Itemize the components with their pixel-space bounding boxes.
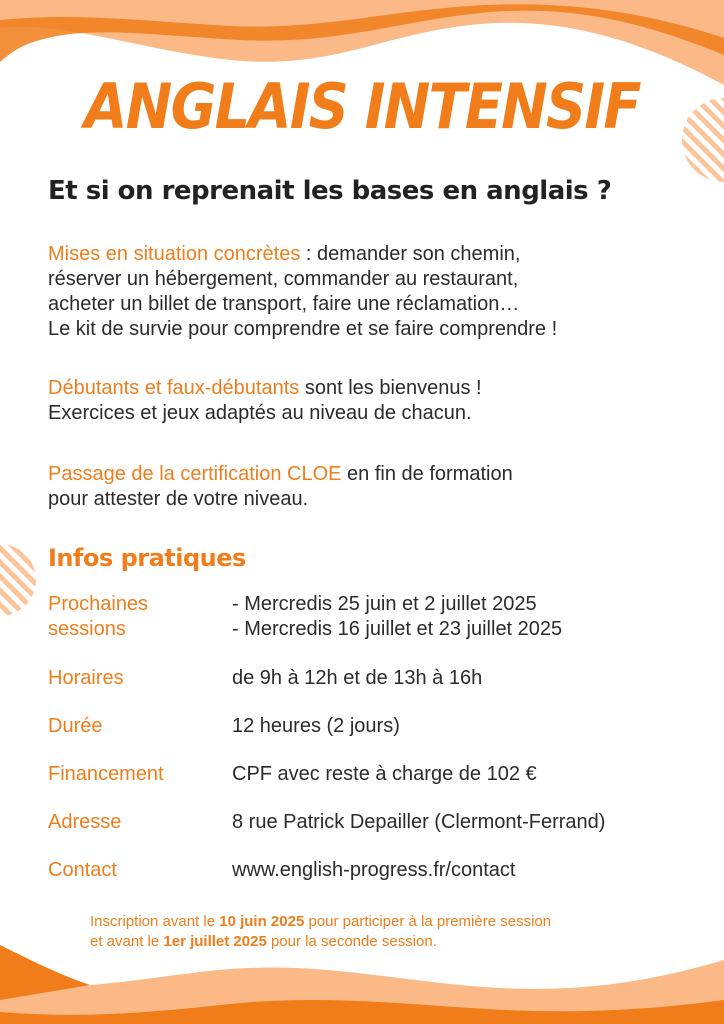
highlight-text: Passage de la certification CLOE	[48, 463, 342, 485]
page-title: ANGLAIS INTENSIF	[84, 70, 640, 143]
paragraph-levels: Débutants et faux-débutants sont les bienvenus ! Exercices et jeux adaptés au niveau de chacun.	[48, 377, 482, 424]
highlight-text: Mises en situation concrètes	[48, 243, 301, 265]
info-label-sessions: Prochaines sessions	[48, 593, 149, 640]
info-value-horaires: de 9h à 12h et de 13h à 16h	[232, 667, 483, 689]
info-label-financement: Financement	[48, 763, 164, 785]
paragraph-certification: Passage de la certification CLOE en fin de formation pour attester de votre niveau.	[48, 463, 513, 510]
info-value-sessions: - Mercredis 25 juin et 2 juillet 2025 - Mercredis 16 juillet et 23 juillet 2025	[232, 593, 563, 640]
deadline-date-1: 10 juin 2025	[219, 913, 305, 930]
highlight-text: Débutants et faux-débutants	[48, 377, 300, 399]
registration-note: Inscription avant le 10 juin 2025 pour participer à la première session et avant le 1er juillet 2025 pour la seconde session.	[90, 913, 552, 950]
info-value-financement: CPF avec reste à charge de 102 €	[232, 763, 537, 785]
info-label-adresse: Adresse	[48, 811, 122, 833]
deadline-date-2: 1er juillet 2025	[163, 933, 267, 950]
info-label-contact: Contact	[48, 859, 117, 881]
paragraph-situations: Mises en situation concrètes : demander son chemin, réserver un hébergement, commander au restaurant, acheter un billet de transport, faire une réclamation… Le kit de survie pour comprendre et se faire comprendre !	[48, 243, 558, 340]
info-label-horaires: Horaires	[48, 667, 124, 689]
info-value-contact[interactable]: www.english-progress.fr/contact	[232, 859, 516, 881]
subtitle: Et si on reprenait les bases en anglais ?	[48, 176, 612, 206]
info-value-duree: 12 heures (2 jours)	[232, 715, 400, 737]
section-title-infos: Infos pratiques	[48, 544, 246, 572]
info-value-adresse: 8 rue Patrick Depailler (Clermont-Ferrand)	[232, 811, 606, 833]
info-label-duree: Durée	[48, 715, 103, 737]
